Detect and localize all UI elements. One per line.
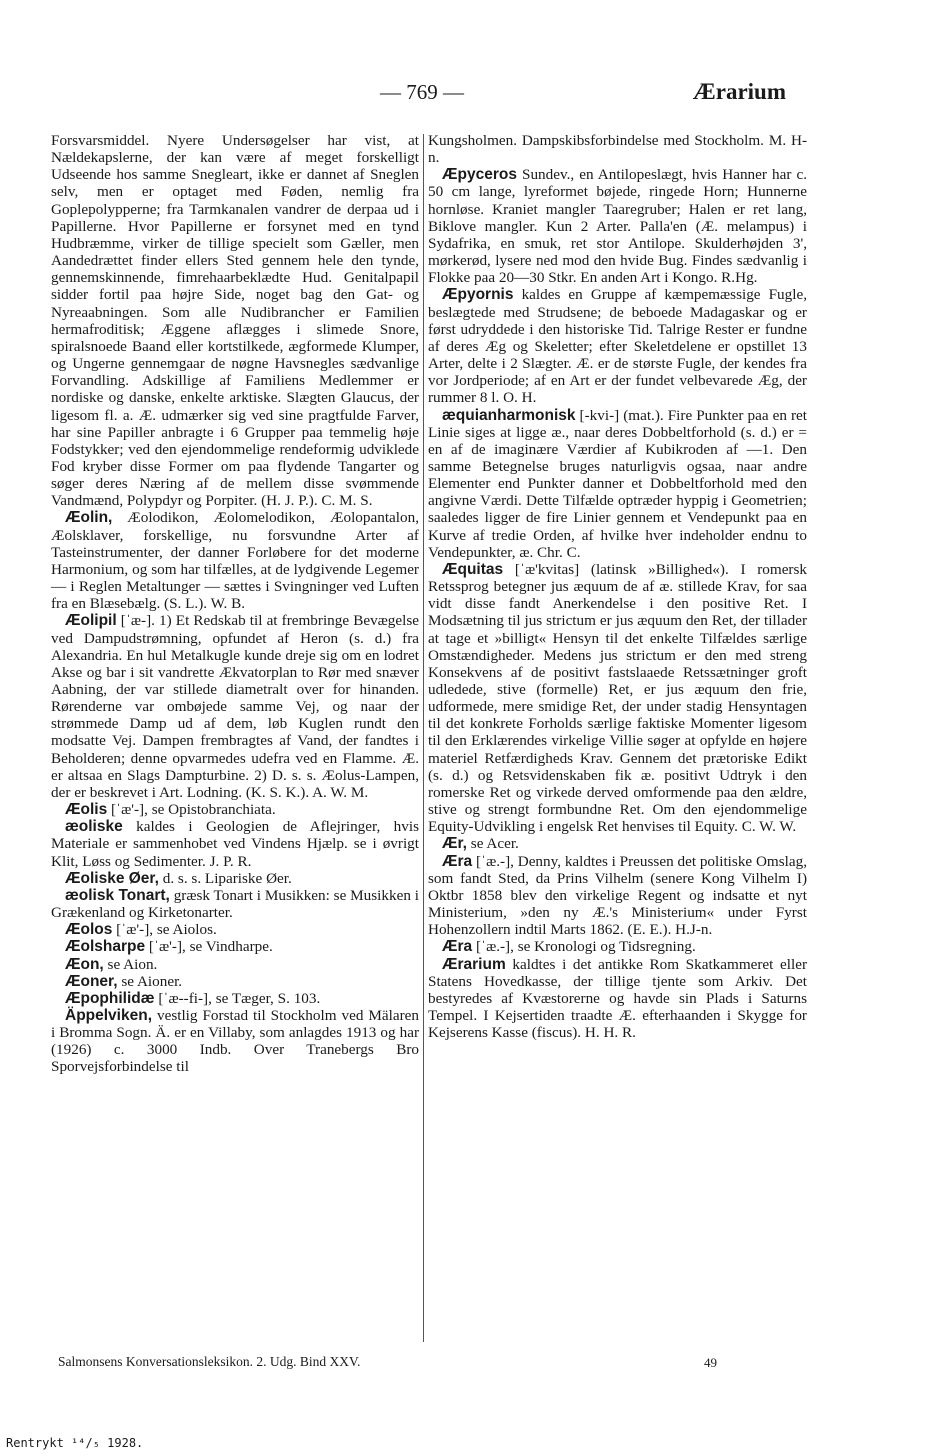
entry-headword: Äppelviken, [65,1006,152,1024]
entry-paragraph [428,938,807,955]
entry-headword: Æoliske Øer, [65,869,159,887]
entry-paragraph [51,801,419,818]
entry-text: kaldes en Gruppe af kæmpemæssige Fugle, beslægtede med Strudsene; de beboede Madagaskar og er først udryddede i den historiske Tid. Talrige Rester er fundne af deres Æg og Skeletter; efter Skeletdelene er opstillet 13 Arter, delte i 2 Slægter. Æ. er de største Fugle, der kendes fra vor Jordperiode; af en Art er der fundet velbevarede Æg, der rummer 8 l. O. H. [428,286,808,407]
entry-paragraph [51,509,419,612]
entry-paragraph [428,835,807,852]
entry-text: Kungsholmen. Dampskibsforbindelse med Stockholm. M. H-n. [428,132,807,167]
print-date: Rentrykt ¹⁴/₅ 1928. [6,1436,144,1450]
entry-paragraph [428,407,807,561]
entry-headword: Æpyornis [442,286,514,304]
entry-paragraph [51,973,419,990]
entry-paragraph [51,921,419,938]
entry-headword: Æoner, [65,972,118,990]
entry-paragraph [428,166,807,286]
entry-text: [-kvi-] (mat.). Fire Punkter paa en ret Linie siges at ligge æ., naar deres Dobbeltforhold (s. d.) er = en af de imaginære Værdier af Kubikroden af —1. Den samme Betegnelse bruges naturligvis ogsaa, naar andre Elementer end Punkter danner et Dobbeltforhold med den angivne Værdi. Dette Tilfælde optræder hyppig i Geometrien; saaledes ligger de fire Linier gennem et Vendepunkt paa en Kurve af tredie Orden, af hvilke hver indeholder endnu to Vendepunkter, æ. Chr. C. [428,406,808,561]
entry-text: Forsvarsmiddel. Nyere Undersøgelser har vist, at Nældekapslerne, der kan være af meget forskelligt Udseende hos samme Snegleart, ikke er dannet af Sneglen selv, men er optaget med Føden, nemlig fra Goplepolypperne; fra Tarmkanalen vandrer de derpaa ud i Papillerne. Hvor Papillerne er forsynet med en tynd Hudbræmme, virker de tillige specielt som Gæller, men Aandedrættet finder ellers Sted gennem hele den tynde, gennemskinnende, fimrehaarbeklædte Hud. Genitalpapil sidder fortil paa højre Side, noget bag den Gat- og Nyreaabningen. Som alle Nudibrancher er Familien hermafroditisk; Æggene aflægges i slimede Snore, spiralsnoede Baand eller kortstilkede, ægformede Klumper, og Ungerne gennemgaar de nøgne Havsnegles sædvanlige Forvandling. Adskillige af Familiens Medlemmer er nordiske og danske, enkelte arktiske. Slægten Glaucus, der ligesom fl. a. Æ. udmærker sig ved sine pragtfulde Farver, har sine Papiller anbragte i 6 Grupper paa temmelig høje Fodstykker; ved den ejendommelige rendeformig udviklede Fod kryber disse Former om paa flydende Tangarter og søger deres Næring af de mellem disse svømmende Vandmænd, Polypdyr og Porpiter. (H. J. P.). C. M. S. [51,132,419,510]
entry-text: [ˈæ.-], Denny, kaldtes i Preussen det politiske Omslag, som fandt Sted, da Prins Vilhelm (senere Kong Vilhelm I) Oktbr 1858 blev den virkelige Regent og indsatte et nyt Ministerium, »den ny Æ.'s Ministerium« under Fyrst Hohenzollern indtil Marts 1862. (E. E.). H.J-n. [428,852,807,939]
entry-text: se Acer. [470,835,519,853]
publication-footer: Salmonsens Konversationsleksikon. 2. Udg. Bind XXV. [58,1354,361,1369]
entry-paragraph [51,956,419,973]
entry-headword: Æon, [65,955,104,973]
entry-headword: Ærarium [442,955,506,973]
entry-paragraph [428,956,807,1042]
entry-paragraph [51,938,419,955]
entry-headword: Æra [442,852,473,870]
entry-headword: Æolsharpe [65,938,146,956]
entry-paragraph [51,612,419,801]
page-header [0,76,928,112]
entry-headword: Æolis [65,801,108,819]
entry-paragraph [428,286,807,406]
entry-paragraph [428,853,807,939]
entry-text: Sundev., en Antilopeslægt, hvis Hanner har c. 50 cm lange, lyreformet bøjede, ringede Horn; Hunnerne hornløse. Kraniet mangler Taaregruber; Halen er ret lang, Biklove mangler. Kun 2 Arter. Palla'en (Æ. melampus) i Sydafrika, en smuk, ret stor Antilope. Skulderhøjden 3', mørkerød, lysere ned mod den hvide Bug. Findes sædvanlig i Flokke paa 20—30 Stkr. En anden Art i Kongo. R.Hg. [428,166,807,287]
entry-paragraph [51,870,419,887]
right-column [428,132,807,1041]
entry-text: kaldtes i det antikke Rom Skatkammeret eller Statens Hovedkasse, der tillige tjente som Arkiv. Det bestyredes af Kvæstorerne og havde sin Plads i Saturns Tempel. I Kejsertiden traadte Æ. efterhaanden i Skygge for Kejserens Kasse (fiscus). H. H. R. [428,955,808,1042]
entry-headword: Æpyceros [442,166,517,184]
entry-paragraph [428,132,807,166]
entry-headword: Æolipil [65,612,117,630]
entry-headword: Æolos [65,921,113,939]
entry-text: vestlig Forstad til Stockholm ved Mälaren i Bromma Sogn. Ä. er en Villaby, som anlagdes 1913 og har (1926) c. 3000 Indb. Over Tranebergs Bro Sporvejsforbindelse til [51,1006,420,1076]
entry-text: [ˈæ'-], se Vindharpe. [148,938,273,956]
entry-headword: Æquitas [442,560,504,578]
entry-paragraph [428,561,807,836]
entry-text: d. s. s. Lipariske Øer. [162,869,292,887]
left-column [51,132,419,1076]
entry-text: [ˈæ.-], se Kronologi og Tidsregning. [475,938,696,956]
entry-text: [ˈæ'-], se Opistobranchiata. [111,801,276,819]
entry-headword: æquianharmonisk [442,406,576,424]
entry-text: se Aioner. [121,972,183,990]
entry-text: græsk Tonart i Musikken: se Musikken i Grækenland og Kirketonarter. [51,886,419,922]
entry-text: [ˈæ-]. 1) Et Redskab til at frembringe Bevægelse ved Dampudstrømning, opfundet af Heron (s. d.) fra Alexandria. En hul Metalkugle kunde dreje sig om en lodret Akse og bar i sit vandrette Ækvatorplan to Rør med snæver Aabning, der var stillede diametralt over for hinanden. Rørenderne var ombøjede samme Vej, og naar der strømmede Damp ud af dem, løb Kuglen rundt den modsatte Vej. Dampen frembragtes af Vand, der fandtes i Beholderen; denne opvarmedes udefra ved en Flamme. Æ. er altsaa en Slags Dampturbine. 2) D. s. s. Æolus-Lampen, der er beskrevet i Art. Lodning. (K. S. K.). A. W. M. [51,612,420,801]
entry-headword: æolisk Tonart, [65,886,170,904]
entry-headword: Æpophilidæ [65,989,155,1007]
guide-word: Ærarium [692,79,786,104]
column-divider [423,134,424,1342]
sheet-signature: 49 [704,1355,717,1370]
entry-paragraph [51,1007,419,1076]
entry-text: [ˈæ--fi-], se Tæger, S. 103. [158,989,321,1007]
entry-headword: æoliske [65,818,123,836]
entry-paragraph [51,132,419,509]
entry-text: se Aion. [107,955,158,973]
entry-text: [ˈæ'kvitas] (latinsk »Billighed«). I romersk Retssprog betegner jus æquum de af æ. stillede Krav, for saa vidt disse fandt Anerkendelse i den positive Ret. I Modsætning til jus strictum er jus æquum den Ret, der tillader at tage et »billigt« Hensyn til det enkelte Tilfældes særlige Omstændigheder. Medens jus strictum er den med streng Konsekvens af de positivt fastslaaede Retssætninger groft udledede, stive (formelle) Ret, er jus æquum den frie, udformede, mere smidige Ret, der under stadig Hensyntagen til det konkrete Forholds særlige faktiske Momenter ligesom til den Erklærendes virkelige Villie søger at opfylde en højere materiel Retfærdigheds Krav. Gennem det prætoriske Edikt (s. d.) og Retsvidenskaben fik æ. positivt Udtryk i den romerske Ret og virkede derved omformende paa den ældre, stive og strengt formbundne Ret. Om den ejendommelige Equity-Udvikling i engelsk Ret henvises til Equity. C. W. W. [428,560,807,836]
entry-paragraph [51,818,419,869]
entry-paragraph [51,990,419,1007]
entry-headword: Æra [442,938,473,956]
entry-headword: Ær, [442,835,467,853]
entry-text: [ˈæ'-], se Aiolos. [116,921,217,939]
entry-text: Æolodikon, Æolomelodikon, Æolopantalon, Æolsklaver, forskellige, nu forsvundne Arter af Tasteinstrumenter, der danner Forløbere for det moderne Harmonium, og som har tilfælles, at de lydgivende Legemer — i Reglen Metaltunger — sættes i Svingninger ved Luften fra en Blæsebælg. (S. L.). W. B. [51,509,419,613]
entry-paragraph [51,887,419,921]
page-number: — 769 — [380,80,464,104]
entry-headword: Æolin, [65,509,113,527]
entry-text: kaldes i Geologien de Aflejringer, hvis Materiale er sammenhobet ved Vindens Hjælp. se i øvrigt Klit, Løss og Sedimenter. J. P. R. [51,818,419,870]
